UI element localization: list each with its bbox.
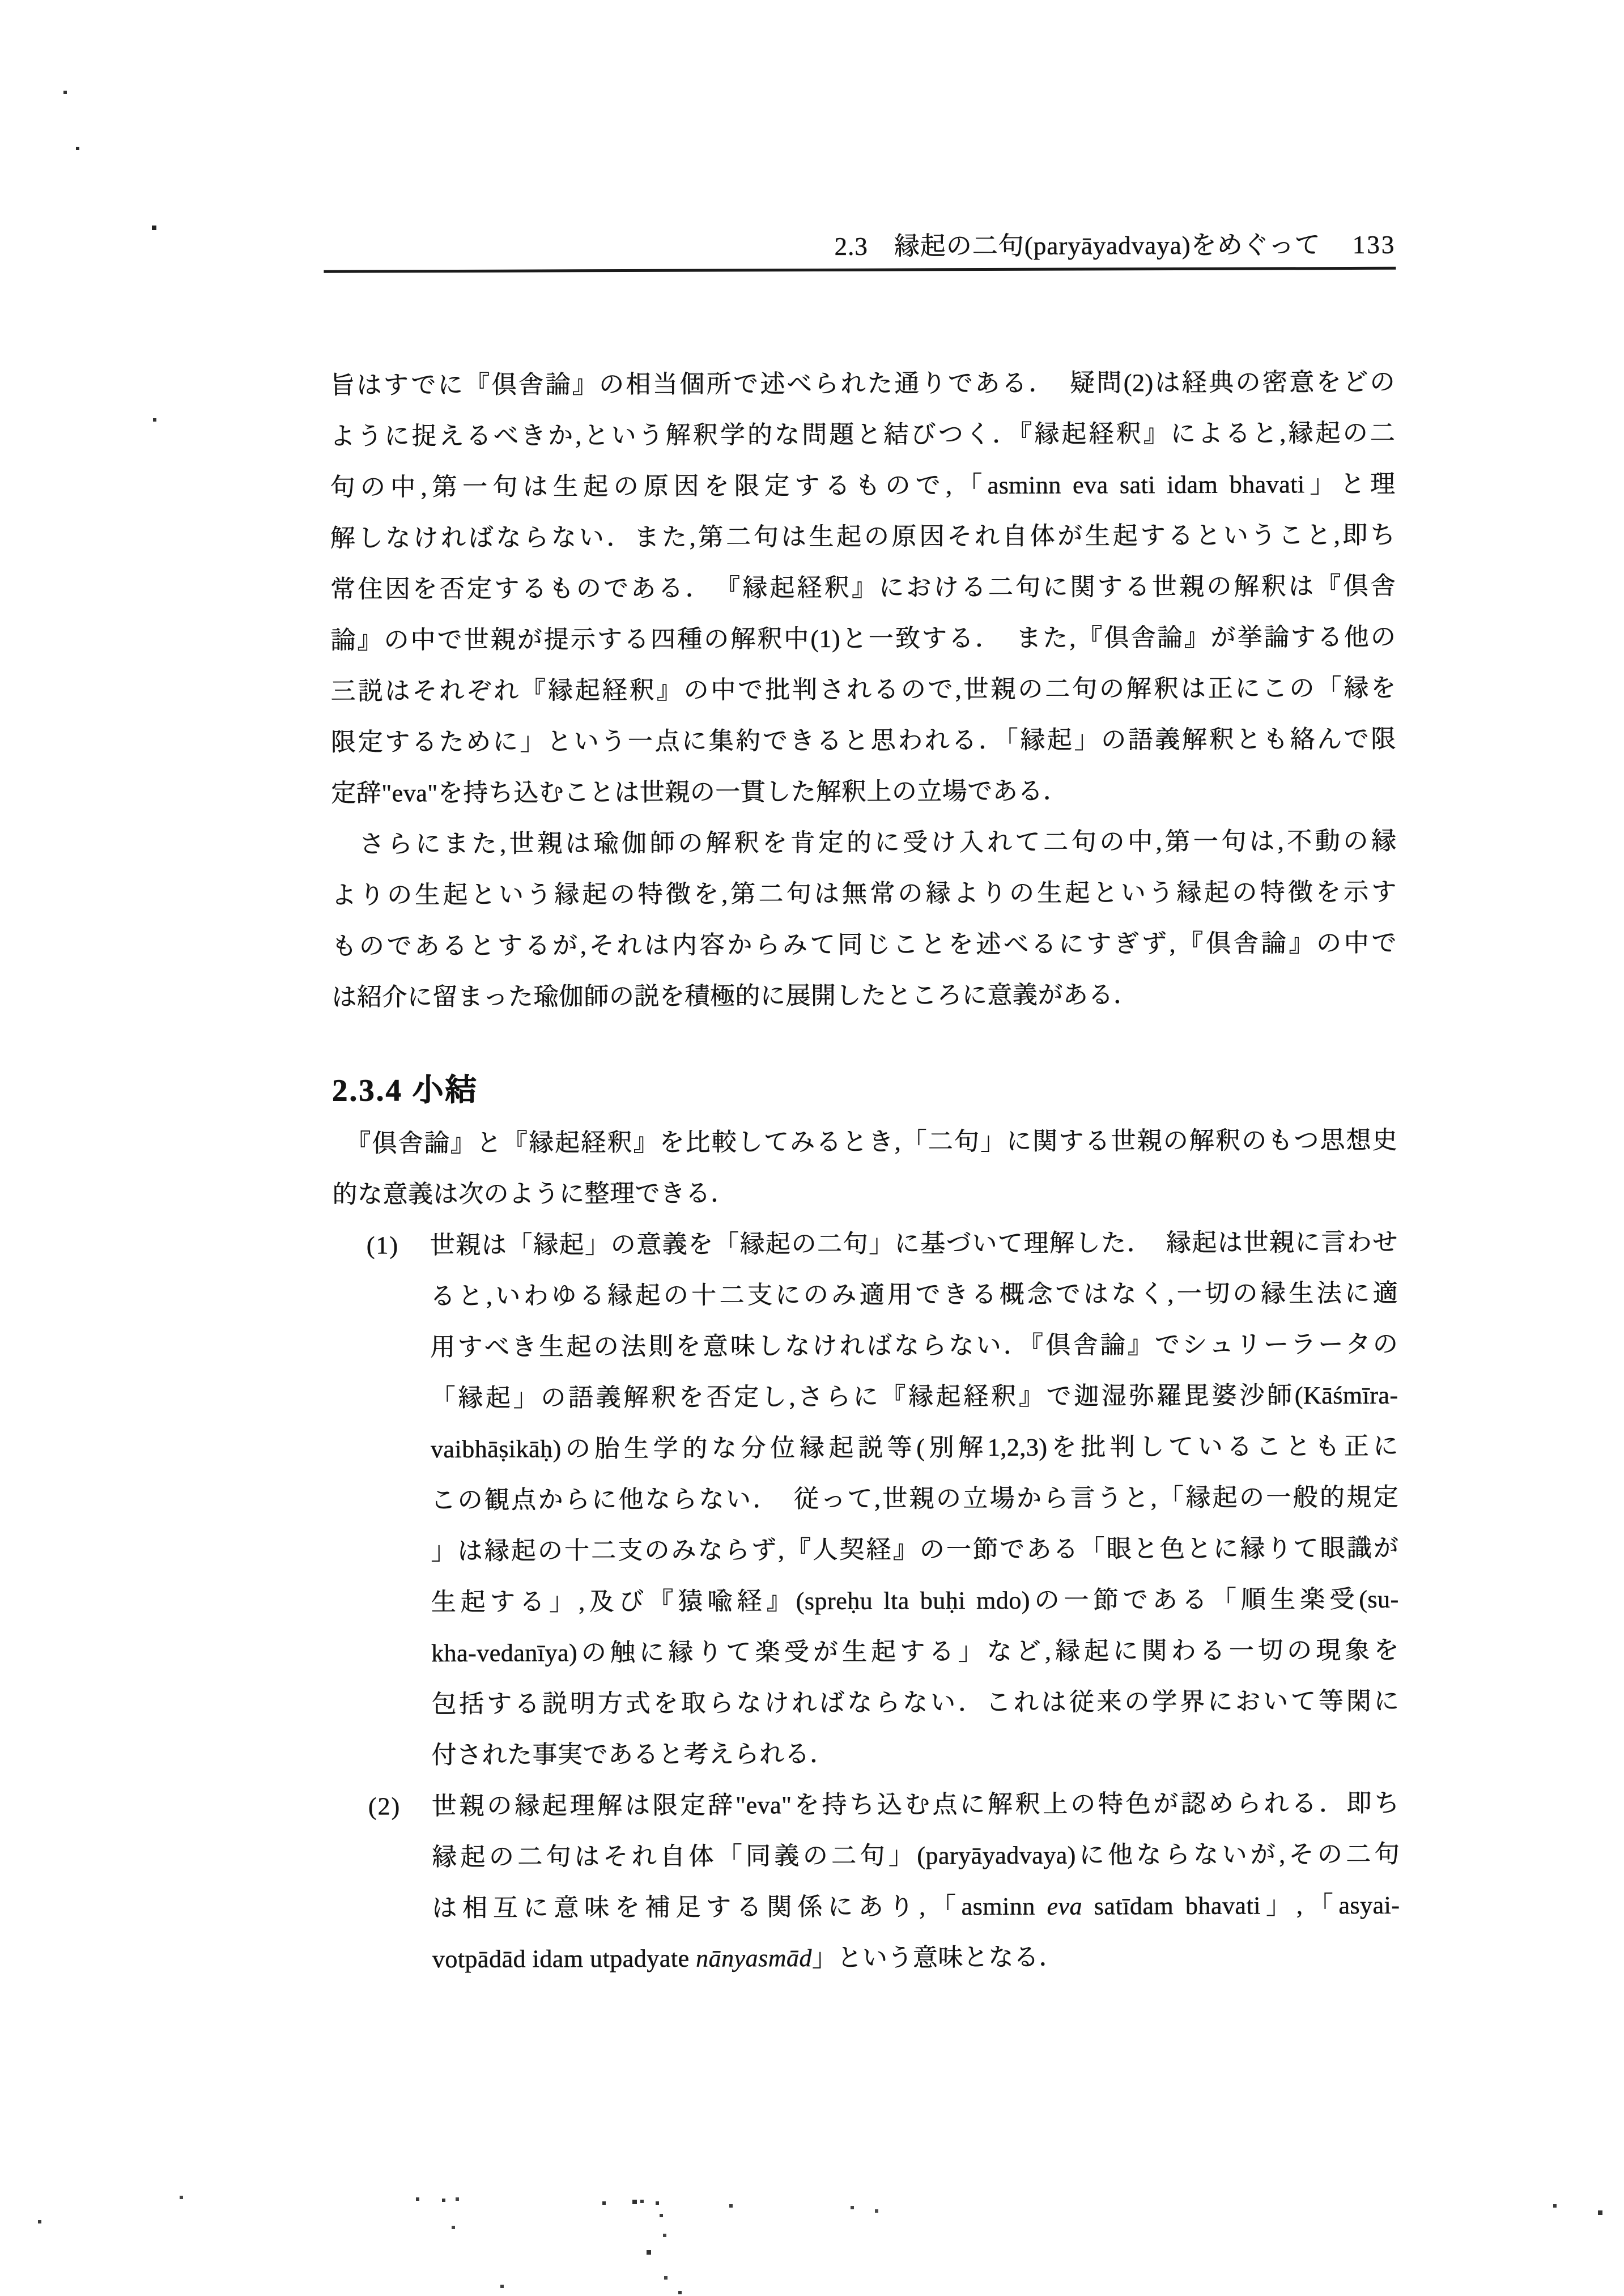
text-line: 的な意義は次のように整理できる． — [332, 1179, 736, 1209]
paragraph — [332, 1115, 1398, 1221]
paragraph — [331, 816, 1397, 1023]
text-run: 」という意味となる． — [811, 1943, 1065, 1972]
text-run: votpādād idam utpadyate — [432, 1944, 696, 1974]
text-line: kha-vedanīya)の触に縁りて楽受が生起する」など,縁起に関わる一切の現象を — [431, 1636, 1400, 1668]
text-line: 付された事実であると考えられる． — [431, 1740, 835, 1770]
text-line: 定辞"eva"を持ち込むことは世親の一貫した解釈上の立場である． — [331, 777, 1069, 807]
text-line: 『倶舎論』と『縁起経釈』を比較してみるとき,「二句」に関する世親の解釈のもつ思想史 — [332, 1126, 1398, 1158]
text-run: は相互に意味を補足する関係にあり,「asminn — [432, 1892, 1047, 1923]
text-line: 論』の中で世親が提示する四種の解釈中(1)と一致する． また,『倶舎論』が挙論する他の — [330, 623, 1396, 654]
text-line: ものであるとするが,それは内容からみて同じことを述べるにすぎず,『倶舎論』の中で — [331, 929, 1397, 960]
text-line: 世親の縁起理解は限定辞"eva"を持ち込む点に解釈上の特色が認められる．即ち — [431, 1789, 1400, 1821]
text-line: よりの生起という縁起の特徴を,第二句は無常の縁よりの生起という縁起の特徴を示す — [331, 878, 1397, 909]
text-line: ように捉えるべきか,という解釈学的な問題と結びつく．『縁起経釈』によると,縁起の二 — [330, 419, 1396, 450]
text-line: ると,いわゆる縁起の十二支にのみ適用できる概念ではなく,一切の縁生法に適 — [430, 1279, 1398, 1311]
list-item — [334, 1778, 1400, 1985]
running-header — [324, 227, 1396, 273]
text-line: 包括する説明方式を取らなければならない．これは従来の学界において等閑に — [431, 1687, 1400, 1719]
paragraph — [330, 357, 1397, 819]
page-number: 133 — [1352, 230, 1396, 259]
text-line: 旨はすでに『倶舎論』の相当個所で述べられた通りである． 疑問(2)は経典の密意をどの — [329, 368, 1396, 399]
section-heading: 2.3.4 小結 — [331, 1072, 478, 1108]
italic-term: nānyasmād — [696, 1944, 813, 1972]
text-line: さらにまた,世親は瑜伽師の解釈を肯定的に受け入れて二句の中,第一句は,不動の縁 — [331, 827, 1397, 858]
text-run: satīdam bhavati」,「asyai- — [1082, 1891, 1400, 1920]
text-line: 世親は「縁起」の意義を「縁起の二句」に基づいて理解した． 縁起は世親に言わせ — [430, 1228, 1398, 1260]
text-line: 縁起の二句はそれ自体「同義の二句」(paryāyadvaya)に他ならないが,その二句 — [432, 1840, 1400, 1872]
text-line: 「縁起」の語義解釈を否定し,さらに『縁起経釈』で迦湿弥羅毘婆沙師(Kāśmīra- — [430, 1381, 1398, 1413]
text-line: 用すべき生起の法則を意味しなければならない．『倶舎論』でシュリーラータの — [430, 1330, 1398, 1362]
list-marker: (2) — [368, 1792, 401, 1821]
text-line: 三説はそれぞれ『縁起経釈』の中で批判されるので,世親の二句の解釈は正にこの「縁を — [330, 674, 1396, 705]
scan-noise — [0, 0, 2, 2]
text-line — [432, 1931, 1400, 1985]
text-line: 」は縁起の十二支のみならず,『人契経』の一節である「眼と色とに縁りて眼識が — [431, 1534, 1399, 1566]
document-body — [330, 357, 1400, 1985]
running-title: 2.3 縁起の二句(paryāyadvaya)をめぐって — [834, 231, 1321, 261]
text-line: 句の中,第一句は生起の原因を限定するもので,「asminn eva sati idam bhavati」と理 — [330, 470, 1396, 501]
text-line: 解しなければならない．また,第二句は生起の原因それ自体が生起するということ,即ち — [330, 521, 1396, 552]
text-line — [432, 1880, 1400, 1934]
text-line: 常住因を否定するものである． 『縁起経釈』における二句に関する世親の解釈は『倶舎 — [330, 572, 1396, 603]
list-marker: (1) — [366, 1231, 399, 1260]
text-line: この観点からに他ならない． 従って,世親の立場から言うと,「縁起の一般的規定 — [431, 1483, 1399, 1515]
italic-term: eva — [1047, 1892, 1083, 1920]
text-line: は紹介に留まった瑜伽師の説を積極的に展開したところに意義がある． — [331, 981, 1139, 1011]
text-line: vaibhāṣikāḥ)の胎生学的な分位縁起説等(別解1,2,3)を批判していることも正に — [430, 1432, 1399, 1464]
text-line: 限定するために」という一点に集約できると思われる．「縁起」の語義解釈とも絡んで限 — [330, 725, 1397, 756]
text-line: 生起する」,及び『猿喩経』(spreḥu lta buḥi mdo)の一節である「順生楽受(su- — [431, 1585, 1399, 1617]
list-item — [333, 1217, 1400, 1781]
